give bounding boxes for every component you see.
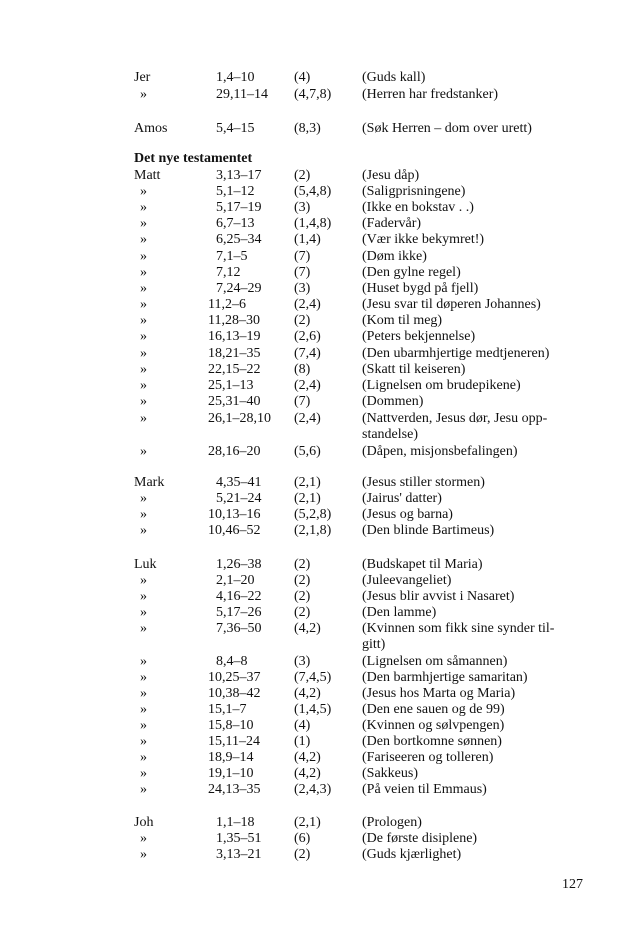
- theme-codes: (8): [294, 362, 311, 377]
- theme-codes: (2): [294, 573, 311, 588]
- passage-title: (Juleevangeliet): [362, 573, 452, 588]
- verse-reference: 6,25–34: [216, 232, 262, 247]
- passage-title: (Jesus og barna): [362, 507, 453, 522]
- verse-reference: 5,21–24: [216, 491, 262, 506]
- list-item: [0, 345, 634, 362]
- ditto-mark: »: [140, 378, 147, 393]
- page-number: 127: [562, 877, 583, 892]
- verse-reference: 7,12: [216, 265, 241, 280]
- theme-codes: (4,2): [294, 766, 321, 781]
- passage-title: (Kvinnen og sølvpengen): [362, 718, 505, 733]
- list-item: [0, 522, 634, 539]
- verse-reference: 16,13–19: [208, 329, 261, 344]
- ditto-mark: »: [140, 313, 147, 328]
- ditto-mark: »: [140, 750, 147, 765]
- verse-reference: 3,13–21: [216, 847, 262, 862]
- verse-reference: 1,26–38: [216, 557, 262, 572]
- verse-reference: 4,16–22: [216, 589, 262, 604]
- theme-codes: (7): [294, 265, 311, 280]
- passage-title-continuation: standelse): [362, 427, 418, 442]
- theme-codes: (5,4,8): [294, 184, 332, 199]
- passage-title: (Den gylne regel): [362, 265, 461, 280]
- passage-title: (Guds kjærlighet): [362, 847, 462, 862]
- passage-title: (Kom til meg): [362, 313, 443, 328]
- list-item: [0, 86, 634, 103]
- verse-reference: 1,4–10: [216, 70, 255, 85]
- theme-codes: (4,7,8): [294, 87, 332, 102]
- passage-title: (Den blinde Bartimeus): [362, 523, 495, 538]
- verse-reference: 19,1–10: [208, 766, 254, 781]
- passage-title: (Lignelsen om såmannen): [362, 654, 508, 669]
- passage-title-continuation: gitt): [362, 637, 386, 652]
- ditto-mark: »: [140, 411, 147, 426]
- verse-reference: 18,9–14: [208, 750, 254, 765]
- list-item: [0, 733, 634, 750]
- list-item: [0, 765, 634, 782]
- verse-reference: 25,31–40: [208, 394, 261, 409]
- list-item: [0, 572, 634, 589]
- list-item: [0, 490, 634, 507]
- ditto-mark: »: [140, 605, 147, 620]
- book-name: Matt: [134, 168, 161, 183]
- theme-codes: (2,1,8): [294, 523, 332, 538]
- passage-title: (Lignelsen om brudepikene): [362, 378, 521, 393]
- list-item: [0, 669, 634, 686]
- verse-reference: 11,2–6: [208, 297, 246, 312]
- ditto-mark: »: [140, 702, 147, 717]
- passage-title: (Herren har fredstanker): [362, 87, 499, 102]
- ditto-mark: »: [140, 444, 147, 459]
- theme-codes: (4): [294, 70, 311, 85]
- list-item: [0, 556, 634, 573]
- list-item: [0, 377, 634, 394]
- theme-codes: (8,3): [294, 121, 321, 136]
- passage-title: (Ikke en bokstav . .): [362, 200, 474, 215]
- ditto-mark: »: [140, 654, 147, 669]
- passage-title: (Prologen): [362, 815, 422, 830]
- ditto-mark: »: [140, 782, 147, 797]
- passage-title: (Jesus blir avvist i Nasaret): [362, 589, 515, 604]
- list-item: [0, 846, 634, 863]
- theme-codes: (2,1): [294, 475, 321, 490]
- list-item: [0, 280, 634, 297]
- verse-reference: 5,17–26: [216, 605, 262, 620]
- passage-title: (Jesu svar til døperen Johannes): [362, 297, 541, 312]
- theme-codes: (2,4): [294, 297, 321, 312]
- ditto-mark: »: [140, 766, 147, 781]
- verse-reference: 5,1–12: [216, 184, 255, 199]
- list-item: [0, 120, 634, 137]
- verse-reference: 1,35–51: [216, 831, 262, 846]
- theme-codes: (2,1): [294, 491, 321, 506]
- theme-codes: (3): [294, 281, 311, 296]
- passage-title: (De første disiplene): [362, 831, 478, 846]
- list-item: [0, 604, 634, 621]
- passage-title: (Fariseeren og tolleren): [362, 750, 494, 765]
- list-item: [0, 474, 634, 491]
- verse-reference: 10,38–42: [208, 686, 261, 701]
- passage-title: (Jesus hos Marta og Maria): [362, 686, 516, 701]
- list-item: [0, 199, 634, 216]
- verse-reference: 2,1–20: [216, 573, 255, 588]
- list-item: [0, 620, 634, 637]
- verse-reference: 3,13–17: [216, 168, 262, 183]
- passage-title: (Guds kall): [362, 70, 426, 85]
- ditto-mark: »: [140, 491, 147, 506]
- verse-reference: 10,46–52: [208, 523, 261, 538]
- theme-codes: (2,4): [294, 378, 321, 393]
- ditto-mark: »: [140, 184, 147, 199]
- verse-reference: 7,1–5: [216, 249, 248, 264]
- theme-codes: (7): [294, 394, 311, 409]
- passage-title: (Den ene sauen og de 99): [362, 702, 505, 717]
- passage-title: (Den barmhjertige samaritan): [362, 670, 528, 685]
- list-item: [0, 312, 634, 329]
- theme-codes: (4,2): [294, 621, 321, 636]
- theme-codes: (5,2,8): [294, 507, 332, 522]
- theme-codes: (2): [294, 557, 311, 572]
- list-item: [0, 781, 634, 798]
- list-item: [0, 814, 634, 831]
- passage-title: (Jesu dåp): [362, 168, 420, 183]
- passage-title: (Vær ikke bekymret!): [362, 232, 485, 247]
- list-item: [0, 393, 634, 410]
- theme-codes: (2): [294, 168, 311, 183]
- passage-title: (Sakkeus): [362, 766, 418, 781]
- theme-codes: (2,4): [294, 411, 321, 426]
- verse-reference: 7,24–29: [216, 281, 262, 296]
- book-name: Amos: [134, 121, 168, 136]
- ditto-mark: »: [140, 346, 147, 361]
- verse-reference: 7,36–50: [216, 621, 262, 636]
- theme-codes: (2): [294, 313, 311, 328]
- passage-title: (På veien til Emmaus): [362, 782, 487, 797]
- list-item: [0, 231, 634, 248]
- passage-title: (Døm ikke): [362, 249, 427, 264]
- ditto-mark: »: [140, 329, 147, 344]
- verse-reference: 15,8–10: [208, 718, 254, 733]
- list-item: [0, 183, 634, 200]
- ditto-mark: »: [140, 249, 147, 264]
- ditto-mark: »: [140, 573, 147, 588]
- theme-codes: (2): [294, 605, 311, 620]
- verse-reference: 11,28–30: [208, 313, 260, 328]
- ditto-mark: »: [140, 362, 147, 377]
- list-item: [0, 410, 634, 427]
- theme-codes: (5,6): [294, 444, 321, 459]
- list-item: [0, 443, 634, 460]
- passage-title: (Fadervår): [362, 216, 422, 231]
- passage-title: (Dommen): [362, 394, 424, 409]
- passage-title: (Saligprisningene): [362, 184, 466, 199]
- ditto-mark: »: [140, 232, 147, 247]
- verse-reference: 6,7–13: [216, 216, 255, 231]
- list-item: [0, 749, 634, 766]
- list-item: [0, 264, 634, 281]
- section-heading: Det nye testamentet: [134, 151, 253, 166]
- theme-codes: (7,4): [294, 346, 321, 361]
- ditto-mark: »: [140, 523, 147, 538]
- verse-reference: 22,15–22: [208, 362, 261, 377]
- book-name: Luk: [134, 557, 157, 572]
- list-item: [0, 830, 634, 847]
- book-name: Joh: [134, 815, 154, 830]
- theme-codes: (2,4,3): [294, 782, 332, 797]
- theme-codes: (1,4,5): [294, 702, 332, 717]
- passage-title: (Jesus stiller stormen): [362, 475, 485, 490]
- ditto-mark: »: [140, 87, 147, 102]
- list-item: [0, 653, 634, 670]
- passage-title: (Kvinnen som fikk sine synder til-: [362, 621, 555, 636]
- list-item: [0, 167, 634, 184]
- passage-title: (Den bortkomne sønnen): [362, 734, 502, 749]
- ditto-mark: »: [140, 718, 147, 733]
- verse-reference: 5,17–19: [216, 200, 262, 215]
- theme-codes: (3): [294, 200, 311, 215]
- theme-codes: (4): [294, 718, 311, 733]
- ditto-mark: »: [140, 200, 147, 215]
- list-item: [0, 506, 634, 523]
- ditto-mark: »: [140, 621, 147, 636]
- verse-reference: 5,4–15: [216, 121, 255, 136]
- passage-title: (Skatt til keiseren): [362, 362, 466, 377]
- ditto-mark: »: [140, 847, 147, 862]
- passage-title: (Jairus' datter): [362, 491, 442, 506]
- ditto-mark: »: [140, 831, 147, 846]
- verse-reference: 1,1–18: [216, 815, 255, 830]
- verse-reference: 15,11–24: [208, 734, 260, 749]
- theme-codes: (2): [294, 847, 311, 862]
- book-name: Jer: [134, 70, 151, 85]
- ditto-mark: »: [140, 507, 147, 522]
- theme-codes: (2): [294, 589, 311, 604]
- list-item: [0, 248, 634, 265]
- list-item: [0, 328, 634, 345]
- list-item: [0, 701, 634, 718]
- verse-reference: 24,13–35: [208, 782, 261, 797]
- passage-title: (Nattverden, Jesus dør, Jesu opp-: [362, 411, 548, 426]
- ditto-mark: »: [140, 216, 147, 231]
- book-name: Mark: [134, 475, 165, 490]
- theme-codes: (4,2): [294, 750, 321, 765]
- verse-reference: 8,4–8: [216, 654, 248, 669]
- list-item: [0, 296, 634, 313]
- theme-codes: (7): [294, 249, 311, 264]
- passage-title: (Peters bekjennelse): [362, 329, 476, 344]
- theme-codes: (3): [294, 654, 311, 669]
- verse-reference: 28,16–20: [208, 444, 261, 459]
- passage-title: (Den lamme): [362, 605, 437, 620]
- passage-title: (Den ubarmhjertige medtjeneren): [362, 346, 550, 361]
- ditto-mark: »: [140, 686, 147, 701]
- theme-codes: (1): [294, 734, 311, 749]
- theme-codes: (1,4,8): [294, 216, 332, 231]
- verse-reference: 15,1–7: [208, 702, 247, 717]
- passage-title: (Dåpen, misjonsbefalingen): [362, 444, 518, 459]
- ditto-mark: »: [140, 394, 147, 409]
- list-item: [0, 588, 634, 605]
- theme-codes: (2,1): [294, 815, 321, 830]
- verse-reference: 10,25–37: [208, 670, 261, 685]
- verse-reference: 26,1–28,10: [208, 411, 271, 426]
- ditto-mark: »: [140, 297, 147, 312]
- list-item: [0, 717, 634, 734]
- theme-codes: (7,4,5): [294, 670, 332, 685]
- ditto-mark: »: [140, 589, 147, 604]
- ditto-mark: »: [140, 265, 147, 280]
- verse-reference: 29,11–14: [216, 87, 268, 102]
- ditto-mark: »: [140, 281, 147, 296]
- list-item: [0, 69, 634, 86]
- ditto-mark: »: [140, 670, 147, 685]
- passage-title: (Huset bygd på fjell): [362, 281, 479, 296]
- list-item: [0, 685, 634, 702]
- theme-codes: (2,6): [294, 329, 321, 344]
- theme-codes: (4,2): [294, 686, 321, 701]
- verse-reference: 25,1–13: [208, 378, 254, 393]
- list-item: [0, 361, 634, 378]
- passage-title: (Søk Herren – dom over urett): [362, 121, 532, 136]
- theme-codes: (1,4): [294, 232, 321, 247]
- verse-reference: 18,21–35: [208, 346, 261, 361]
- ditto-mark: »: [140, 734, 147, 749]
- verse-reference: 10,13–16: [208, 507, 261, 522]
- verse-reference: 4,35–41: [216, 475, 262, 490]
- list-item: [0, 215, 634, 232]
- passage-title: (Budskapet til Maria): [362, 557, 483, 572]
- theme-codes: (6): [294, 831, 311, 846]
